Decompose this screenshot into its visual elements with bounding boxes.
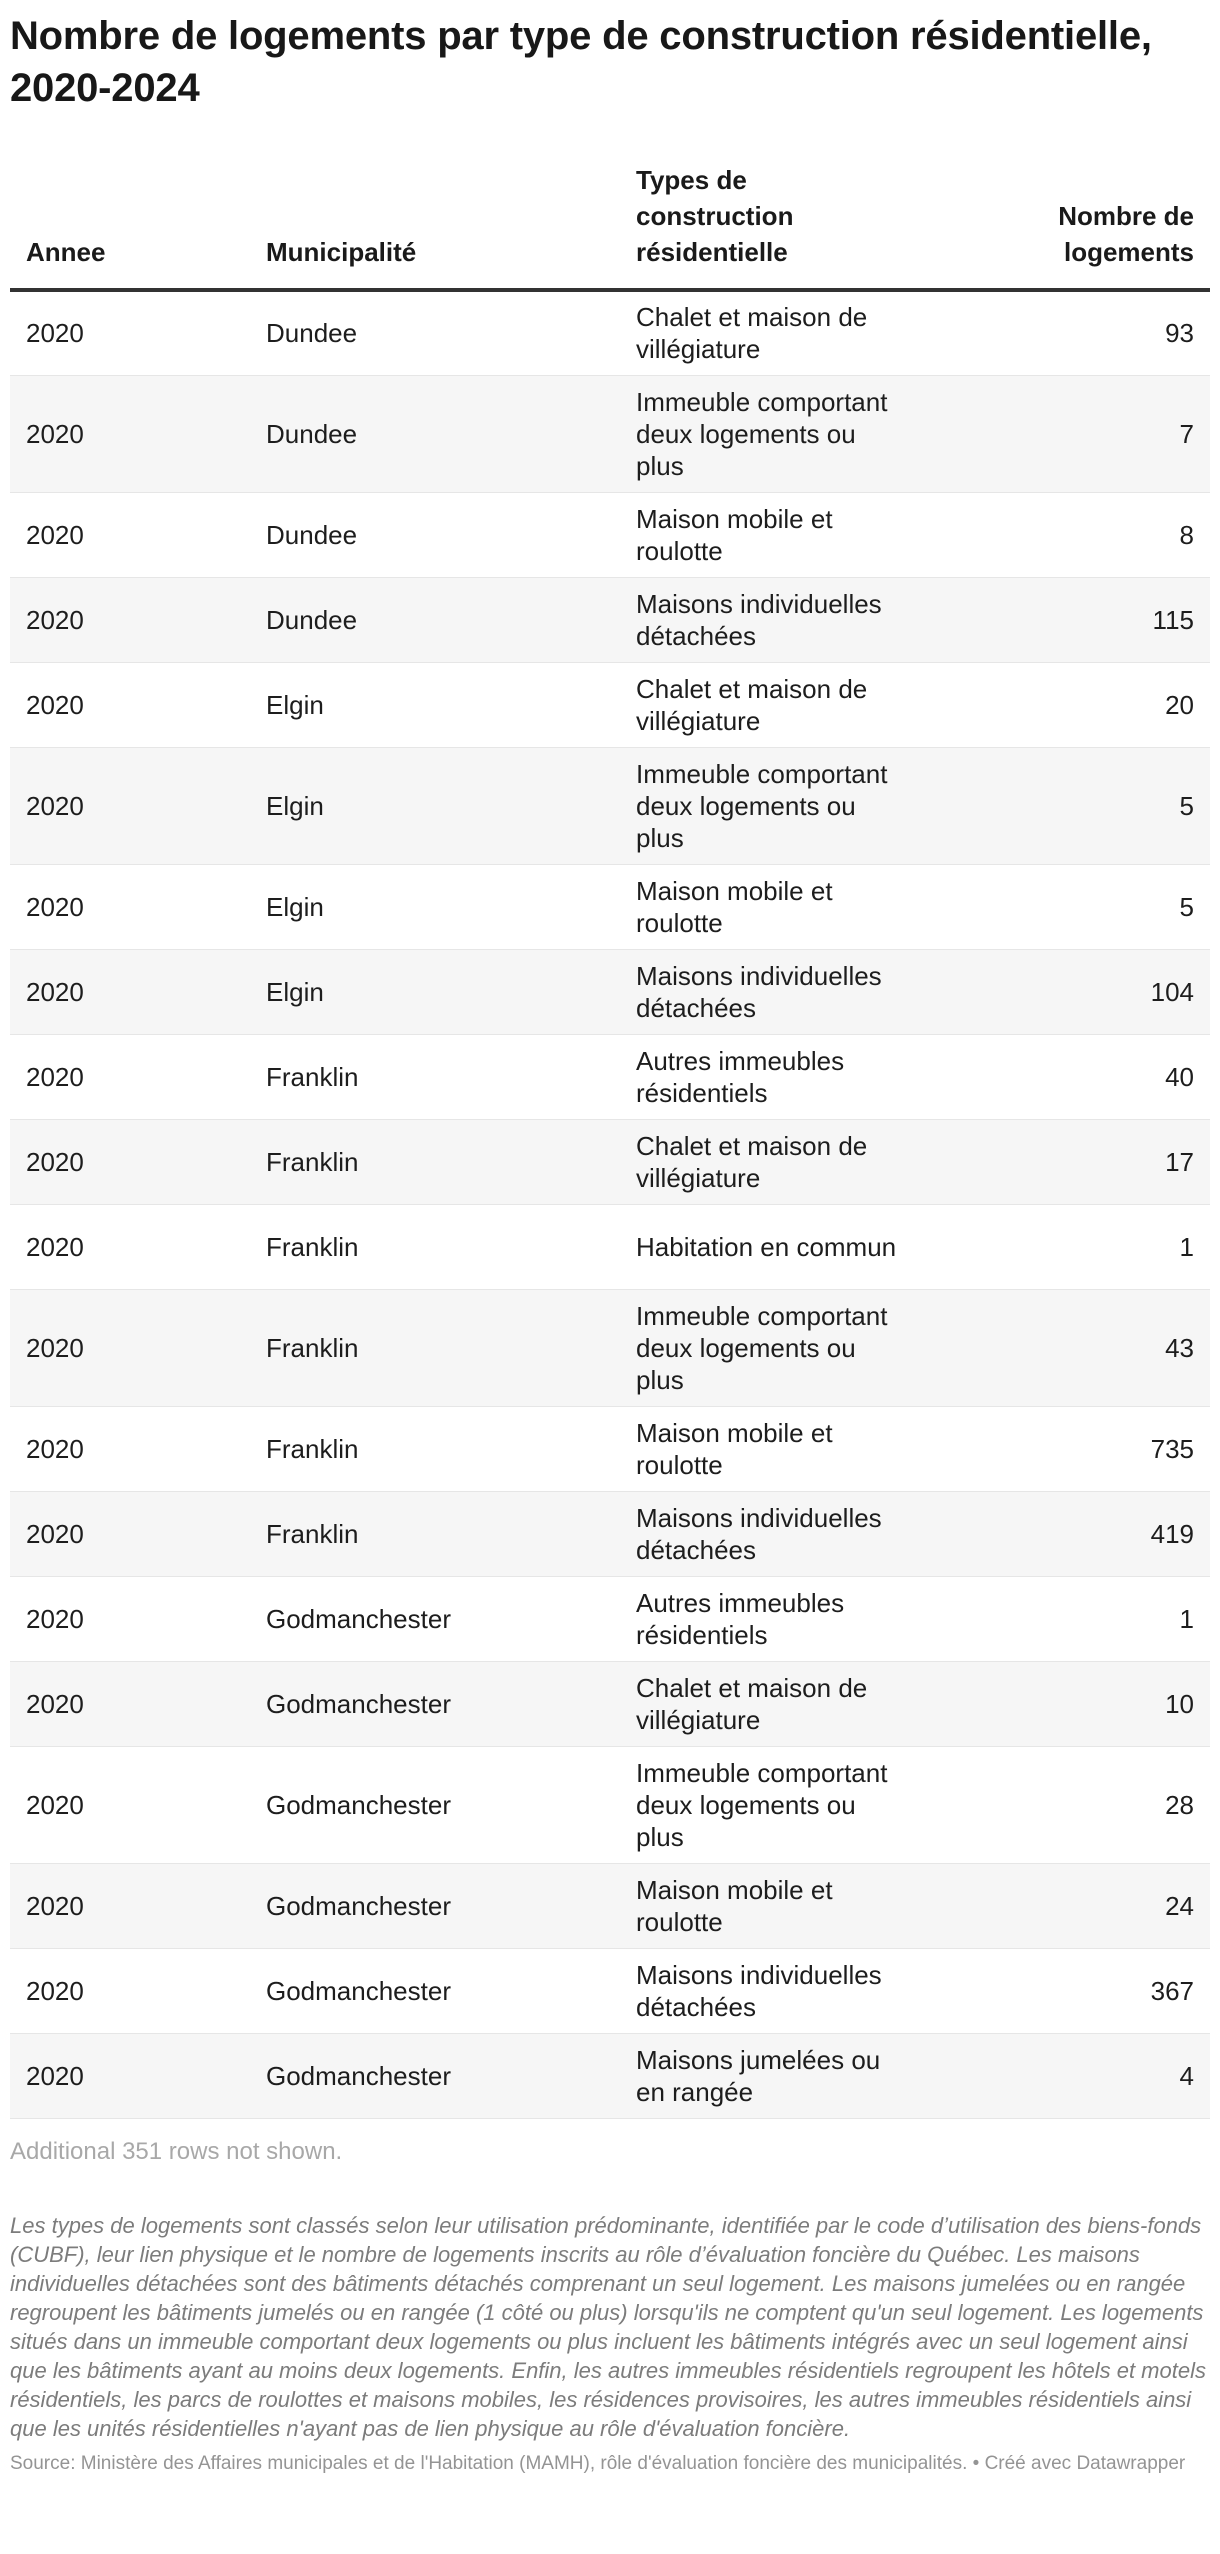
cell-type: Chalet et maison de villégiature [620,662,920,747]
table-row [10,492,1210,577]
cell-municipality: Franklin [250,1491,620,1576]
table-row [10,747,1210,864]
cell-municipality: Godmanchester [250,1746,620,1863]
cell-year: 2020 [10,1661,250,1746]
cell-municipality: Franklin [250,1119,620,1204]
table-row [10,577,1210,662]
cell-municipality: Godmanchester [250,2033,620,2118]
table-row [10,1948,1210,2033]
cell-count: 1 [920,1576,1210,1661]
cell-year: 2020 [10,492,250,577]
table-header [10,162,1210,290]
cell-count: 40 [920,1034,1210,1119]
cell-count: 93 [920,290,1210,375]
cell-municipality: Godmanchester [250,1948,620,2033]
cell-municipality: Elgin [250,949,620,1034]
table-row [10,1576,1210,1661]
source-credit: Source: Ministère des Affaires municipales et de l'Habitation (MAMH), rôle d'évaluation foncière des municipalités. • Créé avec Datawrapper [10,2452,1186,2474]
cell-year: 2020 [10,1746,250,1863]
page-title: Nombre de logements par type de construction résidentielle, 2020-2024 [10,14,1152,110]
table-row [10,1863,1210,1948]
cell-count: 17 [920,1119,1210,1204]
cell-type: Maison mobile et roulotte [620,1406,920,1491]
cell-year: 2020 [10,1948,250,2033]
cell-municipality: Dundee [250,577,620,662]
cell-type: Maison mobile et roulotte [620,1863,920,1948]
cell-year: 2020 [10,577,250,662]
cell-year: 2020 [10,1119,250,1204]
cell-type: Maisons individuelles détachées [620,949,920,1034]
table-row [10,1204,1210,1289]
methodology-note: Les types de logements sont classés selon leur utilisation prédominante, identifiée par le code d’utilisation des biens-fonds (CUBF), leur lien physique et le nombre de logements inscrits au rôle d’évaluation foncière du Québec. Les maisons individuelles détachées sont des bâtiments détachés comprenant un seul logement. Les maisons jumelées ou en rangée regroupent les bâtiments jumelés ou en rangée (1 côté ou plus) lorsqu'ils ne comptent qu'un seul logement. Les logements situés dans un immeuble comportant deux logements ou plus incluent les bâtiments intégrés avec un seul logement ainsi que les bâtiments ayant au moins deux logements. Enfin, les autres immeubles résidentiels regroupent les hôtels et motels résidentiels, les parcs de roulottes et maisons mobiles, les résidences provisoires, les autres immeubles résidentiels ainsi que les unités résidentielles n'ayant pas de lien physique au rôle d'évaluation foncière. [10,2212,1206,2441]
cell-type: Immeuble comportant deux logements ou plus [620,375,920,492]
cell-municipality: Franklin [250,1204,620,1289]
table-row [10,2033,1210,2118]
cell-municipality: Elgin [250,662,620,747]
cell-count: 4 [920,2033,1210,2118]
cell-count: 115 [920,577,1210,662]
table-row [10,1491,1210,1576]
cell-year: 2020 [10,1204,250,1289]
cell-year: 2020 [10,1491,250,1576]
cell-year: 2020 [10,1034,250,1119]
cell-count: 8 [920,492,1210,577]
cell-municipality: Godmanchester [250,1661,620,1746]
cell-year: 2020 [10,747,250,864]
table-row [10,949,1210,1034]
cell-type: Chalet et maison de villégiature [620,1119,920,1204]
column-header-municipality[interactable]: Municipalité [250,162,620,290]
column-header-type[interactable]: Types de construction résidentielle [620,162,920,290]
cell-municipality: Franklin [250,1289,620,1406]
cell-type: Autres immeubles résidentiels [620,1576,920,1661]
cell-count: 43 [920,1289,1210,1406]
cell-type: Chalet et maison de villégiature [620,1661,920,1746]
cell-year: 2020 [10,949,250,1034]
table-row [10,1661,1210,1746]
cell-year: 2020 [10,662,250,747]
cell-type: Immeuble comportant deux logements ou plus [620,1746,920,1863]
cell-municipality: Franklin [250,1406,620,1491]
cell-year: 2020 [10,375,250,492]
cell-type: Maisons individuelles détachées [620,1491,920,1576]
table-row [10,375,1210,492]
table-row [10,1289,1210,1406]
data-table [10,162,1210,2119]
cell-type: Immeuble comportant deux logements ou plus [620,747,920,864]
column-header-count[interactable]: Nombre de logements [920,162,1210,290]
column-header-year[interactable]: Annee [10,162,250,290]
cell-municipality: Dundee [250,492,620,577]
cell-year: 2020 [10,2033,250,2118]
cell-count: 10 [920,1661,1210,1746]
cell-year: 2020 [10,864,250,949]
cell-count: 419 [920,1491,1210,1576]
cell-count: 7 [920,375,1210,492]
table-body [10,290,1210,2118]
table-row [10,1746,1210,1863]
cell-municipality: Dundee [250,375,620,492]
cell-municipality: Godmanchester [250,1576,620,1661]
cell-type: Maisons individuelles détachées [620,1948,920,2033]
cell-year: 2020 [10,1863,250,1948]
cell-municipality: Franklin [250,1034,620,1119]
cell-year: 2020 [10,1289,250,1406]
cell-type: Immeuble comportant deux logements ou plus [620,1289,920,1406]
cell-municipality: Godmanchester [250,1863,620,1948]
cell-type: Chalet et maison de villégiature [620,290,920,375]
cell-count: 1 [920,1204,1210,1289]
cell-municipality: Elgin [250,864,620,949]
cell-year: 2020 [10,1576,250,1661]
cell-type: Maisons jumelées ou en rangée [620,2033,920,2118]
cell-year: 2020 [10,290,250,375]
table-row [10,662,1210,747]
cell-count: 735 [920,1406,1210,1491]
cell-count: 28 [920,1746,1210,1863]
cell-type: Habitation en commun [620,1204,920,1289]
more-rows-note: Additional 351 rows not shown. [10,2137,343,2165]
cell-type: Maisons individuelles détachées [620,577,920,662]
cell-count: 24 [920,1863,1210,1948]
table-row [10,864,1210,949]
cell-count: 5 [920,747,1210,864]
cell-type: Maison mobile et roulotte [620,492,920,577]
cell-municipality: Elgin [250,747,620,864]
cell-count: 5 [920,864,1210,949]
cell-type: Maison mobile et roulotte [620,864,920,949]
table-row [10,1034,1210,1119]
table-row [10,1406,1210,1491]
table-row [10,290,1210,375]
table-row [10,1119,1210,1204]
cell-year: 2020 [10,1406,250,1491]
cell-count: 104 [920,949,1210,1034]
cell-count: 367 [920,1948,1210,2033]
cell-municipality: Dundee [250,290,620,375]
cell-type: Autres immeubles résidentiels [620,1034,920,1119]
cell-count: 20 [920,662,1210,747]
